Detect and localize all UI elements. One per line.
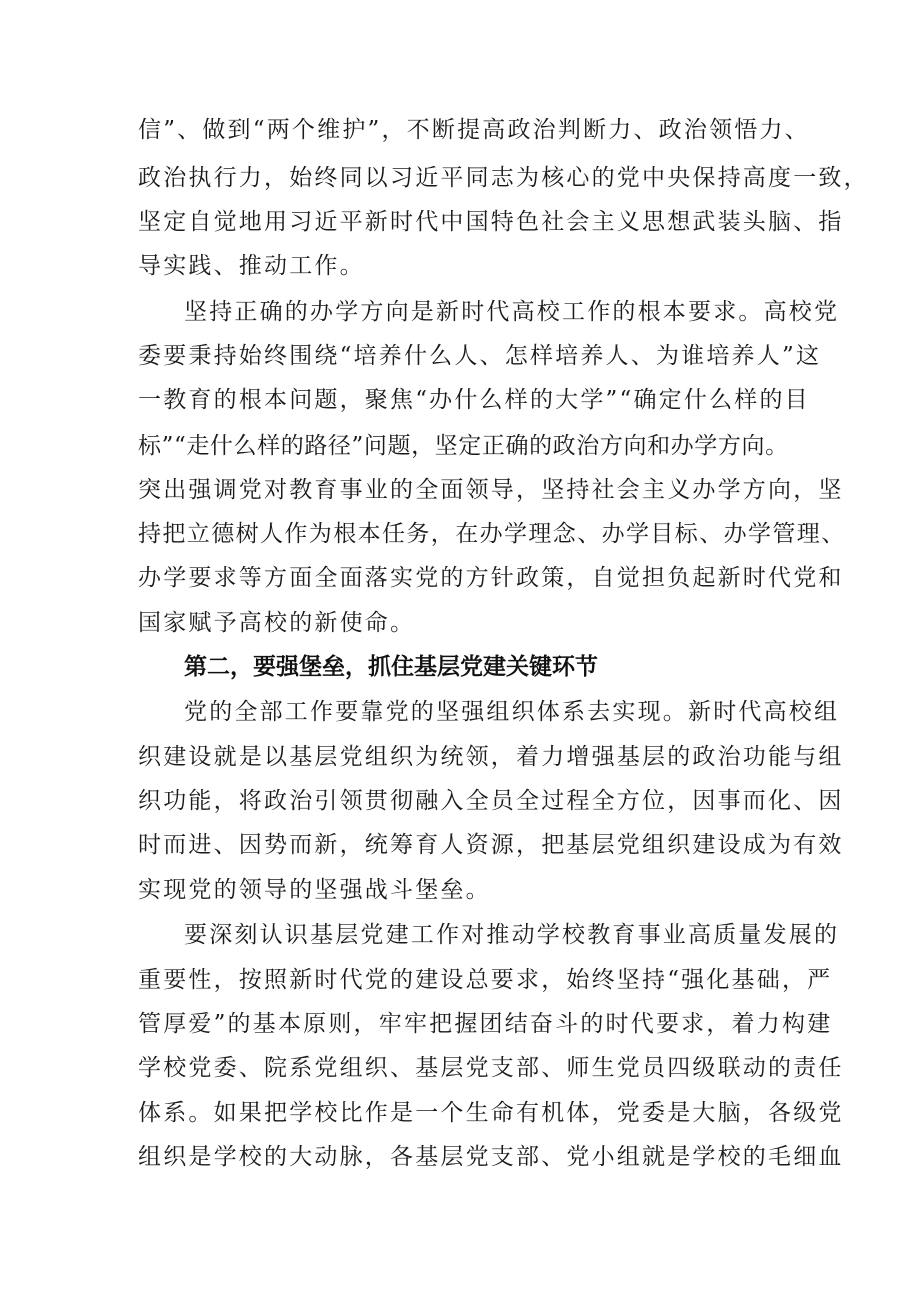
text-line: 组织是学校的大动脉，各基层党支部、党小组就是学校的毛细血: [138, 1144, 844, 1170]
text-line: 管厚爱”的基本原则，牢牢把握团结奋斗的时代要求，着力构建: [138, 1011, 833, 1037]
text-line: 导实践、推动工作。: [138, 253, 365, 279]
text-line: 织功能，将政治引领贯彻融入全员全过程全方位，因事而化、因: [138, 788, 844, 814]
text-line: 突出强调党对教育事业的全面领导，坚持社会主义办学方向，坚: [138, 477, 844, 503]
text-line: 体系。如果把学校比作是一个生命有机体，党委是大脑，各级党: [138, 1100, 844, 1126]
paragraph-first-line: 坚持正确的办学方向是新时代高校工作的根本要求。高校党: [184, 299, 840, 325]
text-line: 一教育的根本问题，聚焦“办什么样的大学”“确定什么样的目: [138, 387, 810, 413]
section-heading: 第二，要强堡垒，抓住基层党建关键环节: [184, 654, 598, 680]
text-line: 时而进、因势而新，统筹育人资源，把基层党组织建设成为有效: [138, 832, 844, 858]
text-line: 办学要求等方面全面落实党的方针政策，自觉担负起新时代党和: [138, 565, 844, 591]
paragraph-first-line: 党的全部工作要靠党的坚强组织体系去实现。新时代高校组: [184, 699, 840, 725]
text-line: 坚定自觉地用习近平新时代中国特色社会主义思想武装头脑、指: [138, 209, 844, 235]
text-line: 标”“走什么样的路径”问题，坚定正确的政治方向和办学方向。: [138, 433, 789, 459]
text-line: 实现党的领导的坚强战斗堡垒。: [138, 877, 491, 903]
text-line: 织建设就是以基层党组织为统领，着力增强基层的政治功能与组: [138, 744, 844, 770]
text-line: 学校党委、院系党组织、基层党支部、师生党员四级联动的责任: [138, 1055, 844, 1081]
text-line: 重要性，按照新时代党的建设总要求，始终坚持“强化基础，严: [138, 967, 833, 993]
text-line: 国家赋予高校的新使命。: [138, 610, 416, 636]
text-line: 信”、做到“两个维护”，不断提高政治判断力、政治领悟力、: [138, 117, 810, 143]
text-line: 委要秉持始终围绕“培养什么人、怎样培养人、为谁培养人”这: [138, 343, 822, 369]
text-line: 政治执行力，始终同以习近平同志为核心的党中央保持高度一致，: [138, 165, 869, 191]
text-line: 持把立德树人作为根本任务，在办学理念、办学目标、办学管理、: [138, 521, 846, 547]
paragraph-first-line: 要深刻认识基层党建工作对推动学校教育事业高质量发展的: [184, 922, 840, 948]
